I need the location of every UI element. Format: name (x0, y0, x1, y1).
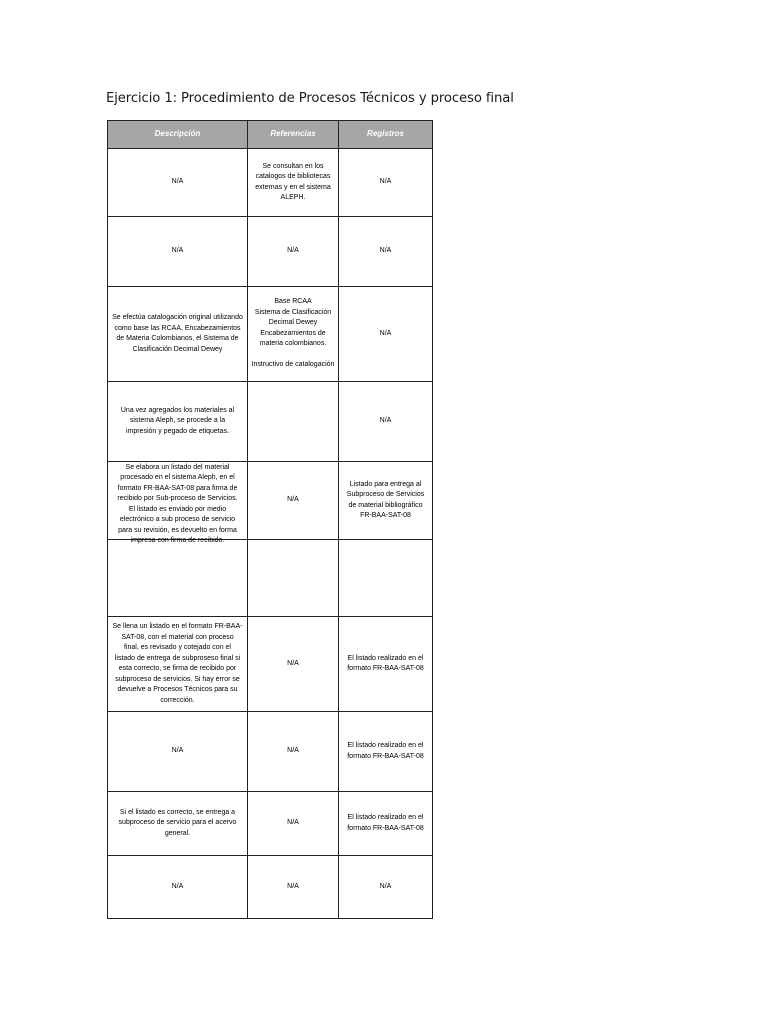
cell-referencias: N/A (248, 217, 339, 287)
cell-registros: El listado realizado en el formato FR-BAA-SAT-08 (339, 792, 433, 856)
table-row (108, 617, 433, 712)
cell-descripcion: N/A (108, 217, 248, 287)
table-row (108, 287, 433, 382)
table-row (108, 712, 433, 792)
cell-referencias (248, 382, 339, 462)
cell-descripcion: N/A (108, 856, 248, 919)
cell-descripcion: N/A (108, 149, 248, 217)
cell-descripcion-text: Se elabora un listado del material procesado en el sistema Aleph, en el formato FR-BAA-SAT-08 para firma de recibido por Sub-proceso de Servicios. El listado es enviado por medio electrónico a sub proceso de servicio para su revisión, es devuelto en forma impresa con firma de recibido. (117, 463, 238, 544)
cell-registros: Listado para entrega al Subproceso de Servicios de material bibliográfico FR-BAA-SAT-08 (339, 462, 433, 540)
table-row (108, 792, 433, 856)
cell-descripcion (108, 540, 248, 617)
cell-descripcion: Se efectúa catalogación original utilizando como base las RCAA, Encabezamientos de Materia Colombianos, el Sistema de Clasificación Decimal Dewey (108, 287, 248, 382)
cell-referencias (248, 540, 339, 617)
cell-descripcion: Se llena un listado en el formato FR-BAA- SAT-08, con el material con proceso final, es revisado y cotejado con el listado de entrega de subproseso final si esta correcto, se firma de recibido por subproceso de servicios. Si hay error se devuelve a Procesos Técnicos para su corrección. (108, 617, 248, 712)
header-registros: Registros (339, 121, 433, 149)
cell-registros: N/A (339, 856, 433, 919)
procedure-table (107, 120, 433, 919)
cell-registros: N/A (339, 217, 433, 287)
page-title: Ejercicio 1: Procedimiento de Procesos Técnicos y proceso final (106, 91, 514, 106)
table-row (108, 217, 433, 287)
cell-registros: El listado realizado en el formato FR-BAA-SAT-08 (339, 712, 433, 792)
table-row (108, 462, 433, 540)
cell-referencias: Se consultan en los catalogos de bibliotecas externas y en el sistema ALEPH. (248, 149, 339, 217)
cell-registros: N/A (339, 287, 433, 382)
header-referencias: Referencias (248, 121, 339, 149)
cell-registros: N/A (339, 382, 433, 462)
table-row (108, 856, 433, 919)
table-row (108, 149, 433, 217)
cell-descripcion: Una vez agregados los materiales al sistema Aleph, se procede a la impresión y pegado de etiquetas. (108, 382, 248, 462)
table-row (108, 382, 433, 462)
cell-referencias: N/A (248, 792, 339, 856)
cell-registros: El listado realizado en el formato FR-BAA-SAT-08 (339, 617, 433, 712)
cell-descripcion: Si el listado es correcto, se entrega a subproceso de servicio para el acervo general. (108, 792, 248, 856)
cell-descripcion (108, 462, 248, 544)
cell-referencias: N/A (248, 462, 339, 540)
cell-referencias: N/A (248, 856, 339, 919)
cell-referencias: N/A (248, 617, 339, 712)
table-header-row (108, 121, 433, 149)
cell-descripcion: N/A (108, 712, 248, 792)
table-row (108, 540, 433, 617)
cell-registros: N/A (339, 149, 433, 217)
header-descripcion: Descripción (108, 121, 248, 149)
cell-referencias: Base RCAA Sistema de Clasificación Decimal Dewey Encabezamientos de materia colombianos. Instructivo de catalogación (248, 287, 339, 382)
cell-referencias: N/A (248, 712, 339, 792)
cell-registros (339, 540, 433, 617)
